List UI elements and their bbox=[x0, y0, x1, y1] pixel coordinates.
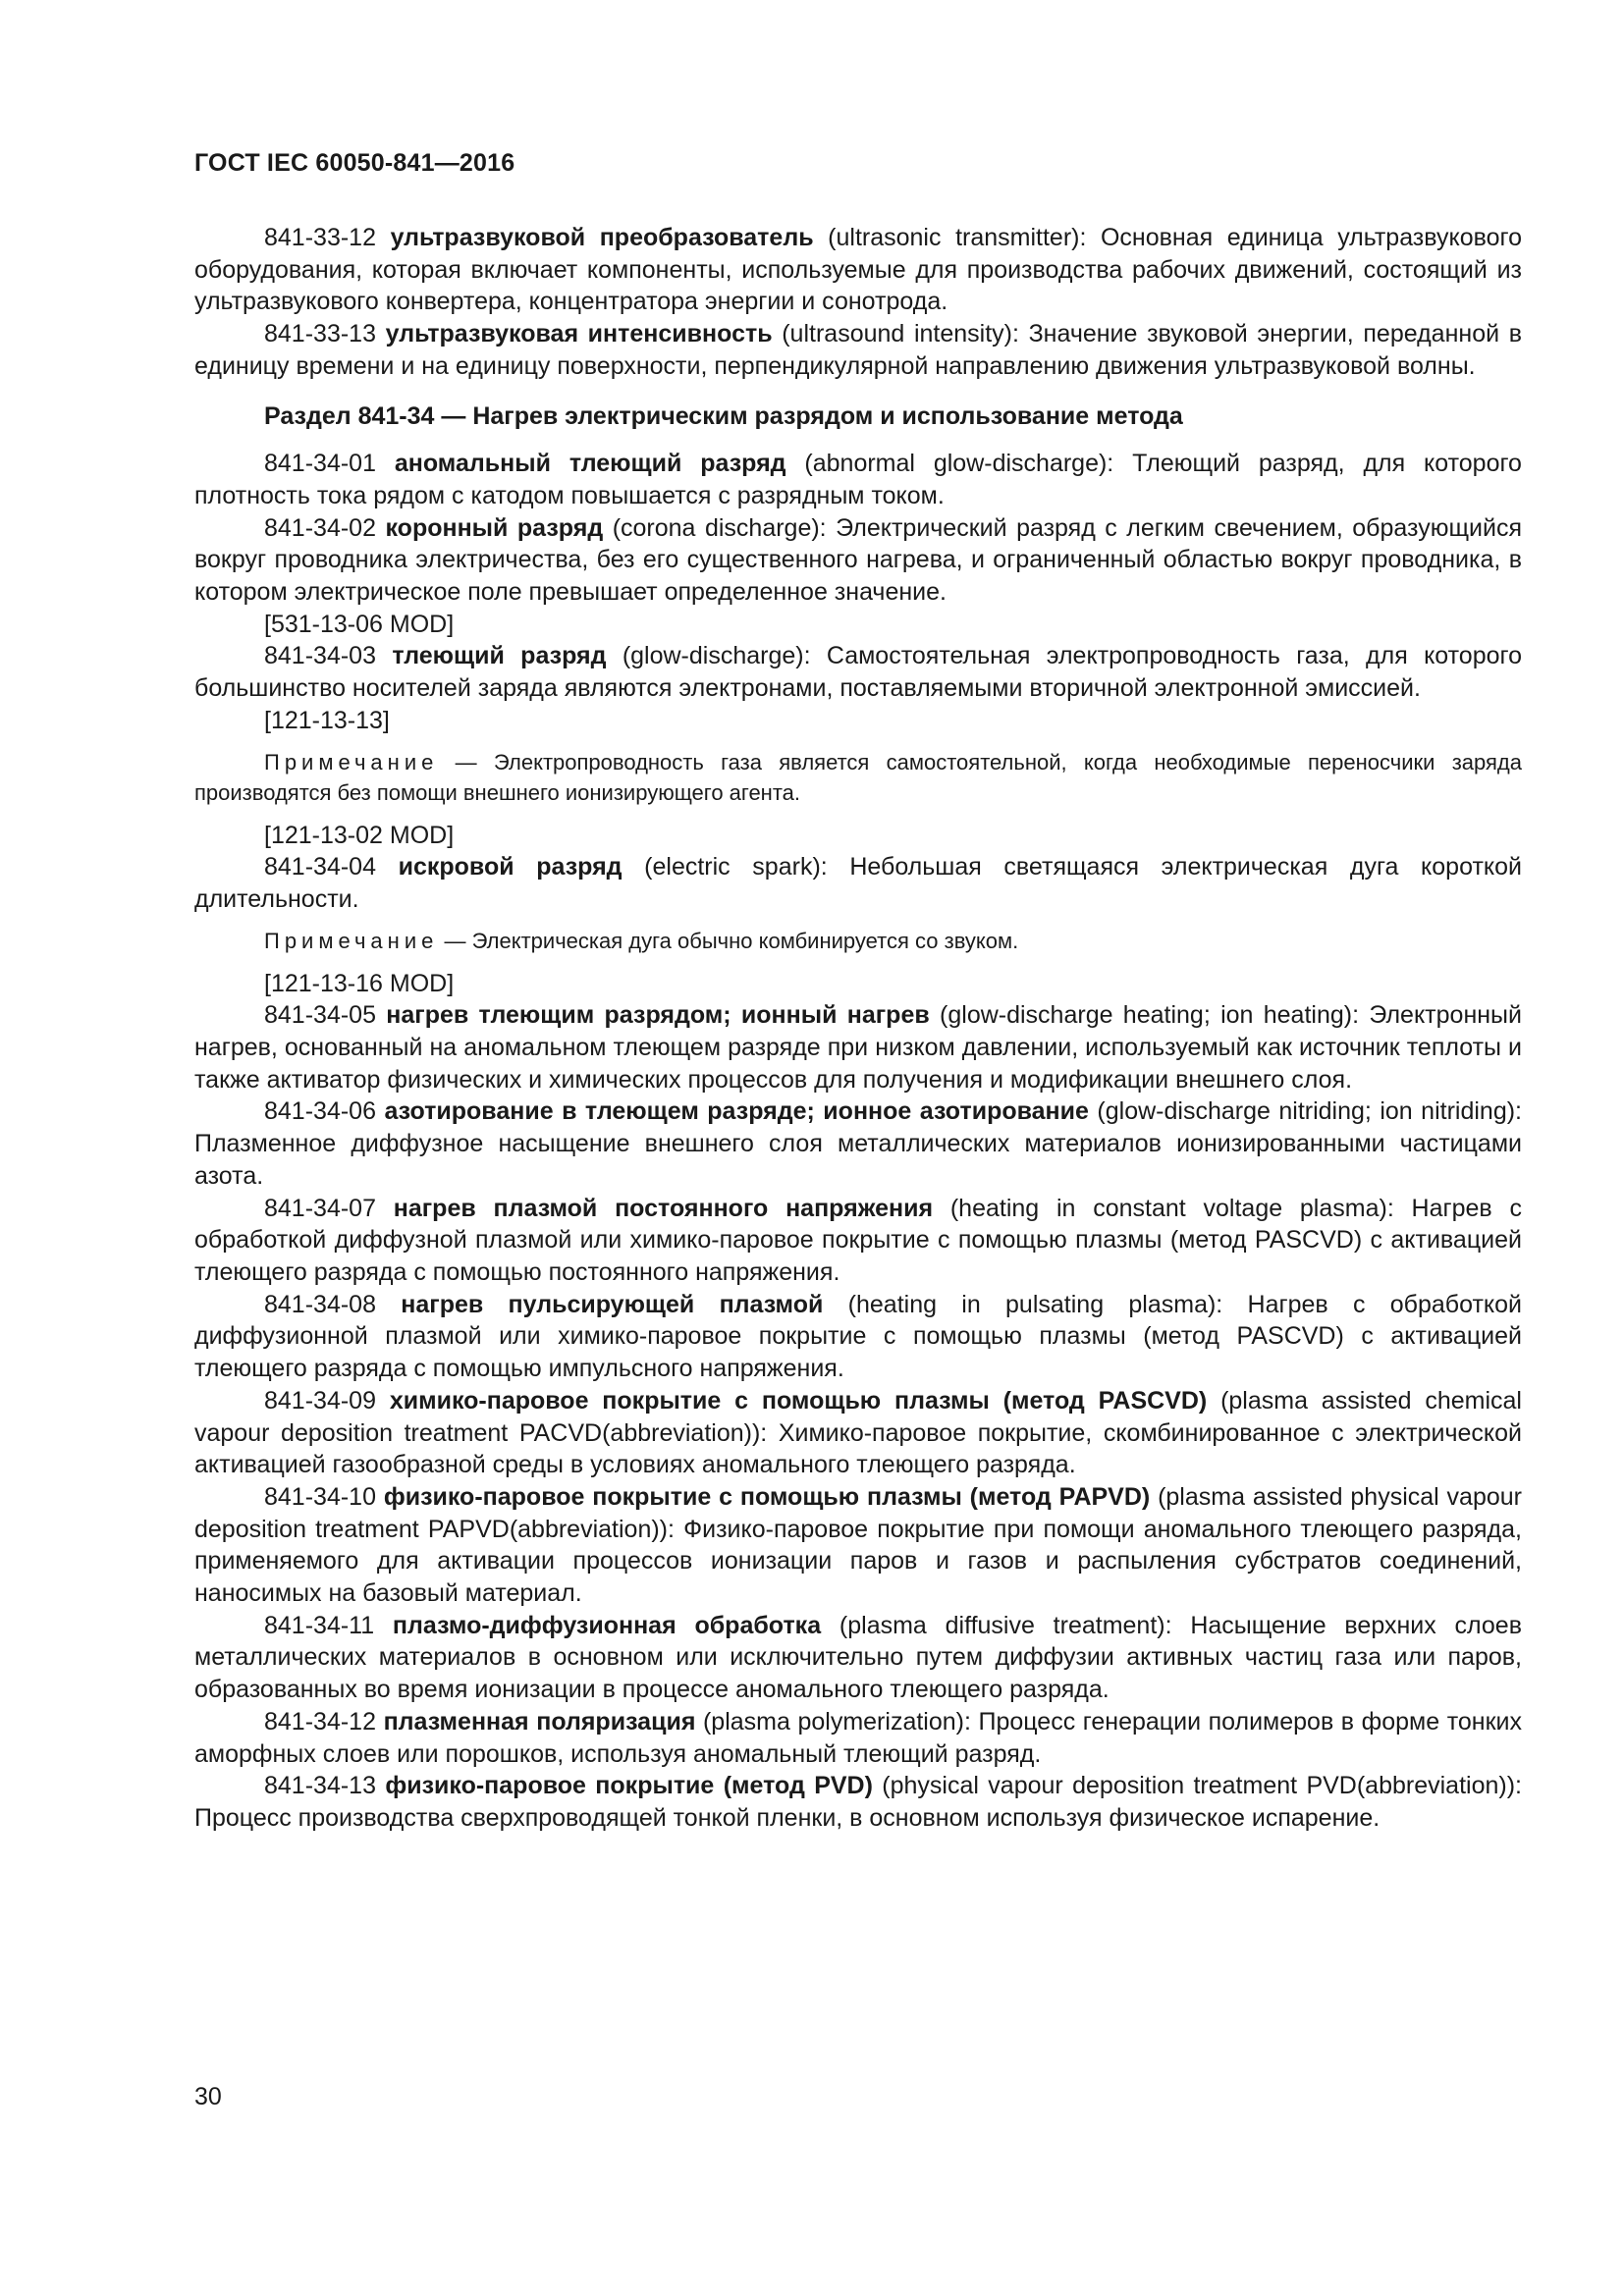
entry-definition: (abnormal glow-discharge): Тлеющий разряд, для которого плотность тока рядом с катодом повышается с разрядным током. bbox=[194, 450, 1522, 509]
entry-definition: (plasma diffusive treatment): Насыщение верхних слоев металлических материалов в основном или исключительно путем диффузии активных частиц газа или паров, образованных во время ионизации в процессе аномального тлеющего разряда. bbox=[194, 1611, 1522, 1704]
entry-term: физико-паровое покрытие (метод PVD) bbox=[385, 1772, 873, 1800]
section-heading: Раздел 841-34 — Нагрев электрическим разрядом и использование метода bbox=[264, 401, 1183, 430]
entry-definition: (glow-discharge heating; ion heating): Электронный нагрев, основанный на аномальном тлеющем разряде при низком давлении, используемый как источник теплоты и также активатор физических и химических процессов для получения и модификации внешнего слоя. bbox=[194, 1001, 1522, 1094]
entry-term: плазмо-диффузионная обработка bbox=[392, 1611, 822, 1639]
note bbox=[194, 926, 1522, 956]
entry-number: 841-34-02 bbox=[264, 513, 376, 542]
document-body bbox=[194, 222, 1522, 1835]
entry-term: коронный разряд bbox=[385, 513, 604, 542]
term-entry bbox=[194, 1706, 1522, 1770]
term-entry bbox=[194, 999, 1522, 1095]
term-entry bbox=[194, 318, 1522, 382]
term-entry bbox=[194, 1610, 1522, 1706]
term-entry bbox=[194, 512, 1522, 609]
entry-term: химико-паровое покрытие с помощью плазмы (метод PASCVD) bbox=[389, 1386, 1208, 1415]
entry-definition: (plasma assisted physical vapour deposition treatment PAPVD(abbreviation)): Физико-паровое покрытие при помощи аномального тлеющего разряда, применяемого для активации процессов ионизации паров и газов и распыления субстратов соединений, наносимых на базовый материал. bbox=[194, 1482, 1522, 1608]
entry-definition: (heating in constant voltage plasma): Нагрев с обработкой диффузной плазмой или химико-паровое покрытие с помощью плазмы (метод PASCVD) с активацией тлеющего разряда с помощью постоянного напряжения. bbox=[194, 1194, 1522, 1286]
term-entry bbox=[194, 1770, 1522, 1834]
entry-definition: (plasma polymerization): Процесс генерации полимеров в форме тонких аморфных слоев или порошков, используя аномальный тлеющий разряд. bbox=[194, 1707, 1522, 1768]
source-reference: [531-13-06 MOD] bbox=[264, 610, 455, 638]
entry-number: 841-34-06 bbox=[264, 1097, 376, 1126]
entry-number: 841-34-10 bbox=[264, 1482, 376, 1511]
term-entry bbox=[194, 1193, 1522, 1289]
entry-definition: (ultrasound intensity): Значение звуковой энергии, переданной в единицу времени и на единицу поверхности, перпендикулярной направлению движения ультразвуковой волны. bbox=[194, 320, 1522, 380]
entry-definition: (plasma assisted chemical vapour deposition treatment PACVD(abbreviation)): Химико-паровое покрытие, скомбинированное с электрической активацией газообразной среды в условиях аномального тлеющего разряда. bbox=[194, 1386, 1522, 1479]
entry-term: аномальный тлеющий разряд bbox=[394, 450, 786, 478]
page-number: 30 bbox=[194, 2083, 222, 2110]
term-entry bbox=[194, 640, 1522, 704]
entry-term: физико-паровое покрытие с помощью плазмы (метод PAPVD) bbox=[383, 1482, 1151, 1511]
entry-term: искровой разряд bbox=[398, 853, 623, 881]
entry-definition: (physical vapour deposition treatment PVD(abbreviation)): Процесс производства сверхпроводящей тонкой пленки, в основном используя физическое испарение. bbox=[194, 1772, 1522, 1832]
term-entry bbox=[194, 222, 1522, 318]
note-text: — Электрическая дуга обычно комбинируется со звуком. bbox=[438, 928, 1019, 953]
term-entry bbox=[194, 1481, 1522, 1610]
source-reference: [121-13-16 MOD] bbox=[264, 969, 455, 997]
entry-term: нагрев пульсирующей плазмой bbox=[401, 1290, 824, 1318]
entry-term: нагрев плазмой постоянного напряжения bbox=[393, 1194, 934, 1222]
entry-term: плазменная поляризация bbox=[383, 1707, 696, 1735]
note-text: — Электропроводность газа является самостоятельной, когда необходимые переносчики заряда производятся без помощи внешнего ионизирующего агента. bbox=[194, 749, 1522, 805]
entry-definition: (glow-discharge): Самостоятельная электропроводность газа, для которого большинство носителей заряда являются электронами, поставляемыми вторичной электронной эмиссией. bbox=[194, 642, 1522, 703]
note-label: Примечание bbox=[264, 928, 439, 953]
entry-number: 841-34-04 bbox=[264, 853, 376, 881]
entry-definition: (glow-discharge nitriding; ion nitriding): Плазменное диффузное насыщение внешнего слоя металлических материалов ионизированными частицами азота. bbox=[194, 1097, 1522, 1190]
entry-term: азотирование в тлеющем разряде; ионное азотирование bbox=[384, 1097, 1089, 1126]
entry-term: ультразвуковой преобразователь bbox=[390, 224, 814, 251]
term-entry bbox=[194, 1289, 1522, 1385]
entry-number: 841-34-07 bbox=[264, 1194, 376, 1222]
document-header: ГОСТ IEC 60050-841—2016 bbox=[194, 149, 515, 177]
entry-term: нагрев тлеющим разрядом; ионный нагрев bbox=[386, 1001, 930, 1030]
entry-definition: (electric spark): Небольшая светящаяся электрическая дуга короткой длительности. bbox=[194, 853, 1522, 913]
entry-number: 841-34-05 bbox=[264, 1001, 376, 1030]
entry-definition: (heating in pulsating plasma): Нагрев с обработкой диффузионной плазмой или химико-паровое покрытие с помощью плазмы (метод PASCVD) с активацией тлеющего разряда с помощью импульсного напряжения. bbox=[194, 1290, 1523, 1383]
entry-number: 841-34-03 bbox=[264, 642, 376, 670]
entry-number: 841-34-11 bbox=[264, 1611, 375, 1639]
entry-number: 841-33-13 bbox=[264, 320, 376, 348]
term-entry bbox=[194, 1385, 1522, 1481]
term-entry bbox=[194, 1095, 1522, 1192]
entry-number: 841-34-12 bbox=[264, 1707, 376, 1735]
note bbox=[194, 747, 1522, 808]
entry-definition: (corona discharge): Электрический разряд с легким свечением, образующийся вокруг проводника электричества, без его существенного нагрева, и ограниченный областью вокруг проводника, в котором электрическое поле превышает определенное значение. bbox=[194, 513, 1522, 607]
term-entry bbox=[194, 448, 1522, 511]
entry-number: 841-34-08 bbox=[264, 1290, 376, 1318]
entry-number: 841-34-13 bbox=[264, 1772, 376, 1800]
note-label: Примечание bbox=[264, 749, 439, 774]
entry-number: 841-34-01 bbox=[264, 450, 376, 478]
source-reference: [121-13-02 MOD] bbox=[264, 821, 455, 849]
term-entry bbox=[194, 851, 1522, 915]
entry-term: тлеющий разряд bbox=[392, 642, 607, 670]
entry-number: 841-33-12 bbox=[264, 224, 376, 251]
entry-definition: (ultrasonic transmitter): Основная единица ультразвукового оборудования, которая включает компоненты, используемые для производства рабочих движений, состоящий из ультразвукового конвертера, концентратора энергии и сонотрода. bbox=[194, 224, 1523, 316]
entry-term: ультразвуковая интенсивность bbox=[385, 320, 773, 348]
entry-number: 841-34-09 bbox=[264, 1386, 376, 1415]
source-reference: [121-13-13] bbox=[264, 706, 390, 734]
